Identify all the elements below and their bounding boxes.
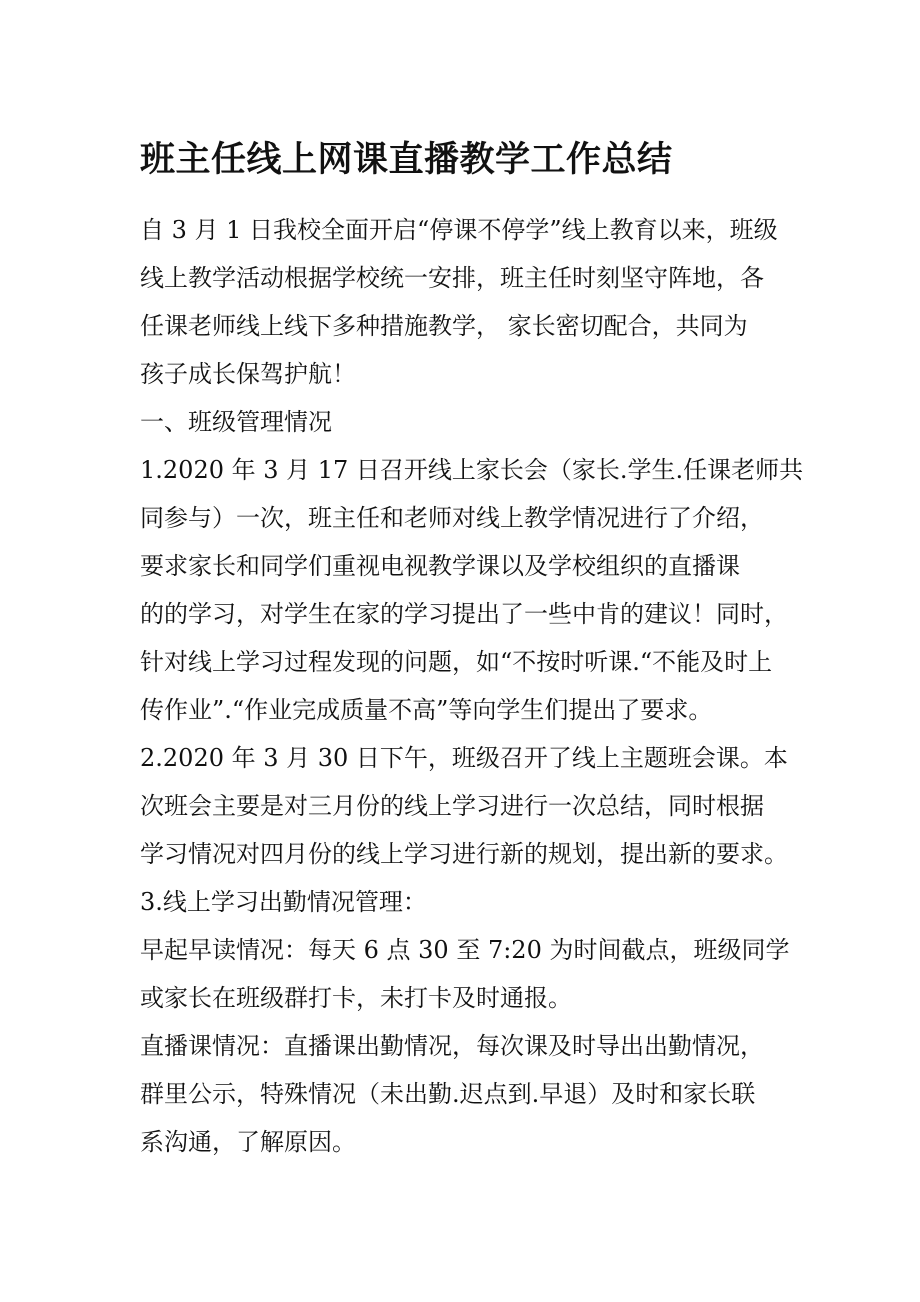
reading-line-2: 或家长在班级群打卡，未打卡及时通报。 bbox=[140, 984, 572, 1012]
item1-line-4: 的的学习，对学生在家的学习提出了一些中肯的建议！同时， bbox=[140, 600, 788, 628]
item2-line-3: 学习情况对四月份的线上学习进行新的规划，提出新的要求。 bbox=[140, 840, 788, 868]
intro-line-4: 孩子成长保驾护航！ bbox=[140, 360, 356, 388]
item1-line-2: 同参与）一次，班主任和老师对线上教学情况进行了介绍， bbox=[140, 504, 764, 532]
item3-heading: 3.线上学习出勤情况管理： bbox=[140, 888, 427, 916]
section-heading: 一、班级管理情况 bbox=[140, 408, 332, 436]
item1-line-1: 1.2020 年 3 月 17 日召开线上家长会（家长.学生.任课老师共 bbox=[140, 456, 804, 484]
live-class-line-1: 直播课情况：直播课出勤情况，每次课及时导出出勤情况， bbox=[140, 1032, 764, 1060]
item1-line-5: 针对线上学习过程发现的问题，如“不按时听课.“不能及时上 bbox=[140, 648, 773, 676]
reading-line-1: 早起早读情况：每天 6 点 30 至 7:20 为时间截点，班级同学 bbox=[140, 936, 790, 964]
item1-line-6: 传作业”.“作业完成质量不高”等向学生们提出了要求。 bbox=[140, 696, 713, 724]
item2-line-1: 2.2020 年 3 月 30 日下午，班级召开了线上主题班会课。本 bbox=[140, 744, 788, 772]
item1-line-3: 要求家长和同学们重视电视教学课以及学校组织的直播课 bbox=[140, 552, 740, 580]
live-class-line-2: 群里公示，特殊情况（未出勤.迟点到.早退）及时和家长联 bbox=[140, 1080, 756, 1108]
intro-line-3: 任课老师线上线下多种措施教学， 家长密切配合，共同为 bbox=[140, 312, 748, 340]
intro-line-2: 线上教学活动根据学校统一安排，班主任时刻坚守阵地，各 bbox=[140, 264, 764, 292]
item2-line-2: 次班会主要是对三月份的线上学习进行一次总结，同时根据 bbox=[140, 792, 764, 820]
document-body bbox=[140, 206, 804, 1166]
intro-line-1: 自 3 月 1 日我校全面开启“停课不停学”线上教育以来，班级 bbox=[140, 216, 778, 244]
document-title: 班主任线上网课直播教学工作总结 bbox=[140, 139, 673, 180]
live-class-line-3: 系沟通，了解原因。 bbox=[140, 1128, 356, 1156]
